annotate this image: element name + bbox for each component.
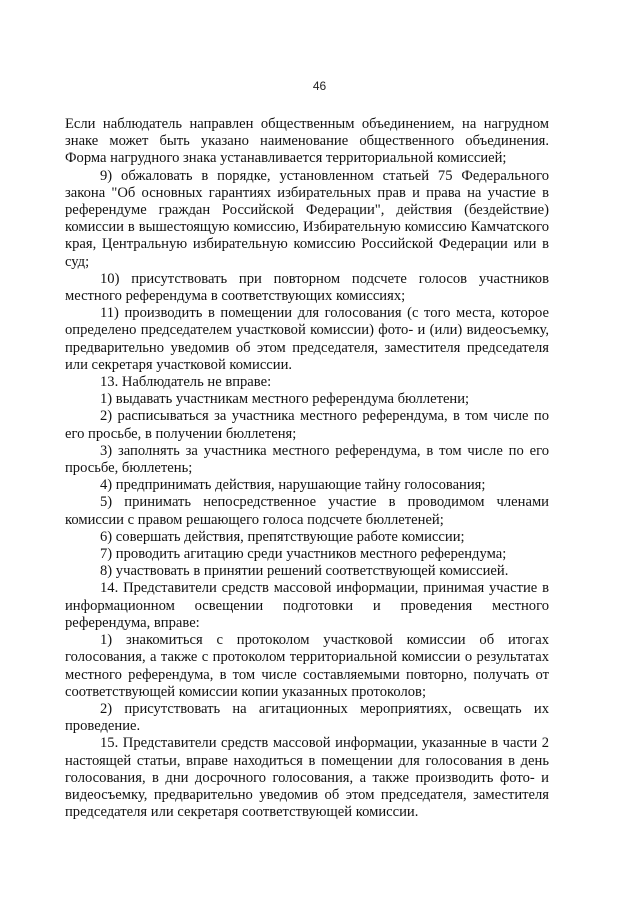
paragraph: 7) проводить агитацию среди участников местного референдума;: [100, 546, 507, 563]
page-number: 46: [312, 79, 327, 93]
paragraph: 1) выдавать участникам местного референдума бюллетени;: [100, 391, 470, 408]
paragraph: 1) знакомиться с протоколом участковой комиссии об итогах голосования, а также с протоколом территориальной комиссии о результатах местного референдума, в том числе составляемыми повторно, получать от соответствующей комиссии копии указанных протоколов;: [65, 632, 549, 700]
paragraph: 13. Наблюдатель не вправе:: [100, 374, 272, 391]
paragraph: 3) заполнять за участника местного референдума, в том числе по его просьбе, бюллетень;: [65, 442, 549, 477]
paragraph: 8) участвовать в принятии решений соответствующей комиссией.: [100, 563, 509, 580]
paragraph: Если наблюдатель направлен общественным объединением, на нагрудном знаке может быть указано наименование общественного объединения. Форма нагрудного знака устанавливается территориальной комиссией;: [65, 116, 549, 167]
paragraph: 2) присутствовать на агитационных мероприятиях, освещать их проведение.: [65, 700, 549, 735]
paragraph: 14. Представители средств массовой информации, принимая участие в информационном освещении подготовки и проведения местного референдума, вправе:: [65, 580, 549, 631]
paragraph: 6) совершать действия, препятствующие работе комиссии;: [100, 528, 465, 545]
paragraph: 10) присутствовать при повторном подсчете голосов участников местного референдума в соответствующих комиссиях;: [65, 270, 549, 305]
document-body: [65, 116, 549, 821]
paragraph: 2) расписываться за участника местного референдума, в том числе по его просьбе, в получении бюллетеня;: [65, 408, 549, 442]
paragraph: 15. Представители средств массовой информации, указанные в части 2 настоящей статьи, вправе находиться в помещении для голосования в день голосования, в дни досрочного голосования, а также производить фото- и видеосъемку, предварительно уведомив об этом председателя, заместителя председателя или секретаря соответствующей комиссии.: [65, 735, 549, 821]
paragraph: 11) производить в помещении для голосования (с того места, которое определено председателем участковой комиссии) фото- и (или) видеосъемку, предварительно уведомив об этом председателя, заместителя председателя или секретаря участковой комиссии.: [65, 305, 549, 373]
paragraph: 5) принимать непосредственное участие в проводимом членами комиссии с правом решающего голоса подсчете бюллетеней;: [65, 494, 549, 528]
paragraph: 9) обжаловать в порядке, установленном статьей 75 Федерального закона "Об основных гарантиях избирательных прав и права на участие в референдуме граждан Российской Федерации", действия (бездействие) комиссии в вышестоящую комиссию, Избирательную комиссию Камчатского края, Центральную избирательную комиссию Российской Федерации или в суд;: [65, 167, 549, 270]
paragraph: 4) предпринимать действия, нарушающие тайну голосования;: [100, 477, 486, 494]
